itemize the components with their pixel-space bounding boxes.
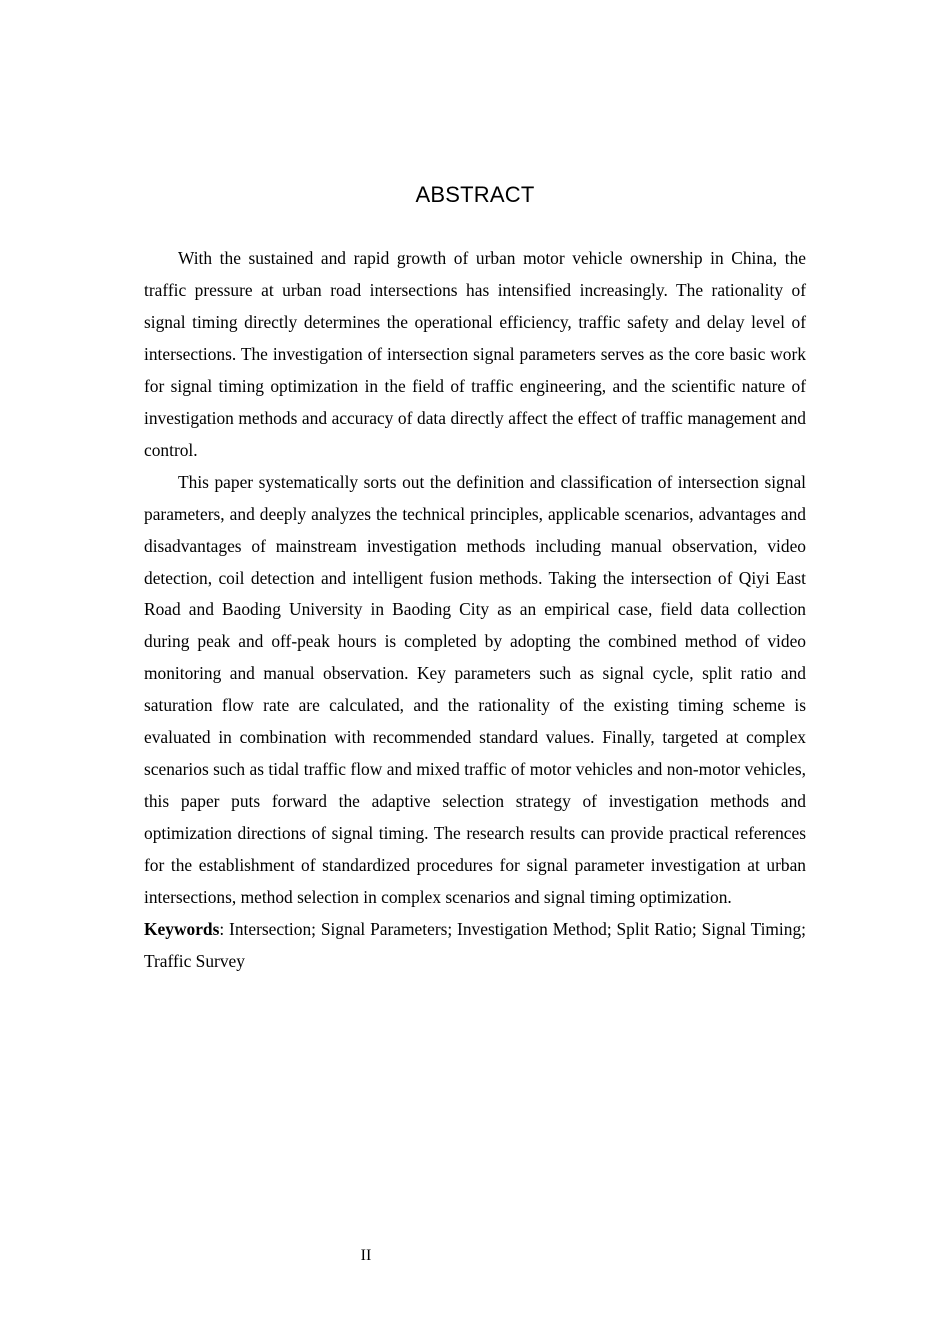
abstract-paragraph-2: This paper systematically sorts out the definition and classification of intersection signal parameters, and deeply analyzes the technical principles, applicable scenarios, advantages and disadvantages of mainstream investigation methods including manual observation, video detection, coil detection and intelligent fusion methods. Taking the intersection of Qiyi East Road and Baoding University in Baoding City as an empirical case, field data collection during peak and off-peak hours is completed by adopting the combined method of video monitoring and manual observation. Key parameters such as signal cycle, split ratio and saturation flow rate are calculated, and the rationality of the existing timing scheme is evaluated in combination with recommended standard values. Finally, targeted at complex scenarios such as tidal traffic flow and mixed traffic of motor vehicles and non-motor vehicles, this paper puts forward the adaptive selection strategy of investigation methods and optimization directions of signal timing. The research results can provide practical references for the establishment of standardized procedures for signal parameter investigation at urban intersections, method selection in complex scenarios and signal timing optimization. <box>144 471 806 908</box>
abstract-body <box>144 243 806 978</box>
page-number: II <box>360 1247 372 1264</box>
abstract-paragraph-1: With the sustained and rapid growth of urban motor vehicle ownership in China, the traffic pressure at urban road intersections has intensified increasingly. The rationality of signal timing directly determines the operational efficiency, traffic safety and delay level of intersections. The investigation of intersection signal parameters serves as the core basic work for signal timing optimization in the field of traffic engineering, and the scientific nature of investigation methods and accuracy of data directly affect the effect of traffic management and control. <box>144 248 806 460</box>
keywords-text: : Intersection; Signal Parameters; Investigation Method; Split Ratio; Signal Timing; Traffic Survey <box>144 919 806 971</box>
keywords-line <box>144 914 806 978</box>
keywords-label: Keywords <box>144 919 220 940</box>
abstract-heading: ABSTRACT <box>415 182 535 207</box>
